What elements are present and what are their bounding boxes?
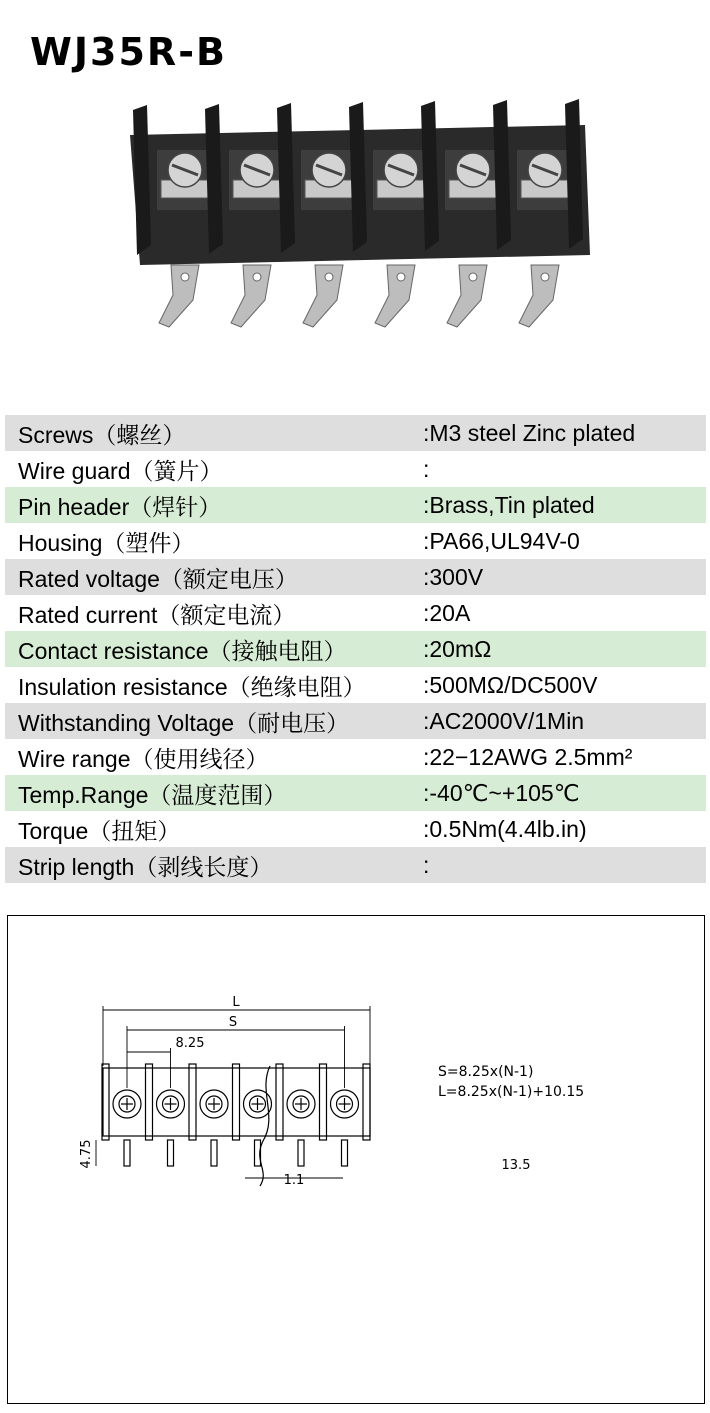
pin	[303, 265, 343, 327]
spec-label: Rated current（额定电流）	[18, 601, 296, 628]
front-pin	[168, 1140, 174, 1166]
spec-label: Wire guard（簧片）	[18, 457, 223, 484]
spec-row	[5, 667, 706, 703]
spec-label: Rated voltage（额定电压）	[18, 565, 298, 592]
dim-pitch-label: 8.25	[175, 1036, 205, 1051]
technical-drawing	[7, 915, 705, 1404]
pin	[447, 265, 487, 327]
spec-value: :-40℃~+105℃	[423, 779, 580, 806]
spec-row	[5, 631, 706, 667]
spec-value: :20mΩ	[423, 635, 492, 662]
spec-value: :22−12AWG 2.5mm²	[423, 743, 633, 770]
spec-value: :Brass,Tin plated	[423, 491, 595, 518]
spec-label: Withstanding Voltage（耐电压）	[18, 709, 350, 736]
front-pin	[124, 1140, 130, 1166]
spec-value: :20A	[423, 599, 471, 626]
pin	[231, 265, 271, 327]
spec-label: Housing（塑件）	[18, 529, 195, 556]
barrier-wall	[133, 105, 151, 255]
pin-hole	[397, 273, 405, 281]
spec-value: :500MΩ/DC500V	[423, 671, 598, 698]
spec-label: Insulation resistance（绝缘电阻）	[18, 673, 366, 700]
spec-label: Contact resistance（接触电阻）	[18, 637, 347, 664]
spec-row	[5, 523, 706, 559]
spec-row	[5, 811, 706, 847]
dim-pin-height-label: 4.75	[79, 1139, 94, 1169]
front-barrier	[320, 1064, 327, 1140]
dim-side-width-label: 13.5	[501, 1158, 531, 1173]
front-barrier	[146, 1064, 153, 1140]
front-pin	[298, 1140, 304, 1166]
dim-L-label: L	[232, 995, 240, 1010]
spec-value: :PA66,UL94V-0	[423, 527, 580, 554]
pin	[519, 265, 559, 327]
dimension-drawing	[8, 916, 706, 1405]
front-barrier	[233, 1064, 240, 1140]
spec-value: :	[423, 455, 430, 482]
front-view	[102, 1064, 370, 1186]
product-photo	[0, 95, 710, 355]
spec-row	[5, 739, 706, 775]
spec-value: :300V	[423, 563, 484, 590]
product-title: WJ35R-B	[30, 30, 227, 74]
spec-row	[5, 703, 706, 739]
front-barrier	[189, 1064, 196, 1140]
spec-row	[5, 487, 706, 523]
pin-hole	[253, 273, 261, 281]
spec-row	[5, 775, 706, 811]
spec-value: :	[423, 851, 430, 878]
pin-hole	[469, 273, 477, 281]
front-pin	[211, 1140, 217, 1166]
spec-label: Temp.Range（温度范围）	[18, 781, 287, 808]
spec-row	[5, 451, 706, 487]
spec-row	[5, 415, 706, 451]
front-barrier	[276, 1064, 283, 1140]
front-barrier	[363, 1064, 370, 1140]
dim-pin-width-label: 1.1	[283, 1173, 305, 1188]
pin	[159, 265, 199, 327]
spec-row	[5, 559, 706, 595]
spec-value: :0.5Nm(4.4lb.in)	[423, 815, 587, 842]
dim-S-label: S	[228, 1015, 238, 1030]
pin-hole	[541, 273, 549, 281]
formula-S: S=8.25x(N-1)	[438, 1064, 534, 1080]
spec-label: Screws（螺丝）	[18, 421, 186, 448]
spec-value: :AC2000V/1Min	[423, 707, 585, 734]
formula-L: L=8.25x(N-1)+10.15	[438, 1084, 585, 1100]
pin-hole	[325, 273, 333, 281]
spec-label: Torque（扭矩）	[18, 817, 181, 844]
spec-row	[5, 595, 706, 631]
front-pin	[342, 1140, 348, 1166]
pin-hole	[181, 273, 189, 281]
break-line	[260, 1066, 270, 1186]
spec-value: :M3 steel Zinc plated	[423, 419, 636, 446]
spec-row	[5, 847, 706, 883]
front-body	[103, 1068, 370, 1136]
spec-label: Strip length（剥线长度）	[18, 853, 273, 880]
spec-table	[5, 415, 706, 883]
pin	[375, 265, 415, 327]
spec-label: Wire range（使用线径）	[18, 745, 269, 772]
spec-label: Pin header（焊针）	[18, 493, 222, 520]
